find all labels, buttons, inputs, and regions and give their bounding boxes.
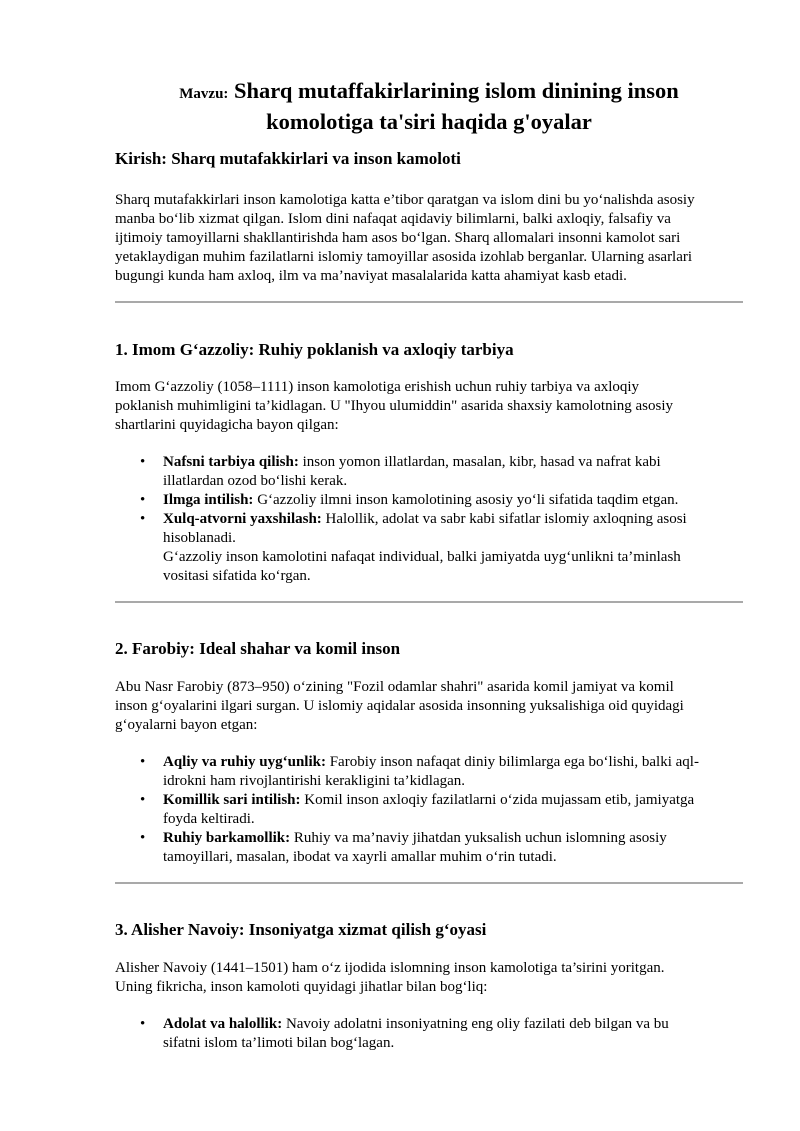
list-item-term: Aqliy va ruhiy uyg‘unlik: [163, 754, 326, 770]
bullet-icon: • [140, 754, 146, 770]
paragraph-line: Uning fikricha, inson kamoloti quyidagi jihatlar bilan bog‘liq: [115, 979, 488, 995]
list-item-term: Komillik sari intilish: [163, 792, 301, 808]
paragraph-line: shartlarini quyidagicha bayon qilgan: [115, 417, 339, 433]
section-1-heading: 1. Imom G‘azzoliy: Ruhiy poklanish va axloqiy tarbiya [115, 340, 514, 359]
section-divider [115, 601, 743, 603]
intro-paragraph [115, 191, 743, 286]
paragraph-line: Sharq mutafakkirlari inson kamolotiga katta e’tibor qaratgan va islom dini bu yo‘nalishda asosiy [115, 192, 695, 208]
list-item [115, 1015, 743, 1053]
paragraph-line: Alisher Navoiy (1441–1501) ham o‘z ijodida islomning inson kamolotiga ta’sirini yoritgan. [115, 960, 665, 976]
list-item [115, 510, 743, 586]
list-item [115, 453, 743, 491]
section-3-list [115, 1015, 743, 1053]
title-line-1: Sharq mutaffakirlarining islom dinining inson [234, 78, 679, 103]
list-item-text: idrokni ham rivojlantirishi kerakligini ta’kidlagan. [163, 773, 466, 789]
list-item-text: inson yomon illatlardan, masalan, kibr, hasad va nafrat kabi [298, 454, 661, 470]
section-divider [115, 882, 743, 884]
list-item-text: hisoblanadi. [163, 530, 236, 546]
paragraph-line: ijtimoiy tamoyillarni shakllantirishda ham asos bo‘lgan. Sharq allomalari insonni kamolot sari [115, 230, 681, 246]
title-prefix: Mavzu: [179, 86, 229, 102]
list-item [115, 491, 743, 510]
paragraph-line: Abu Nasr Farobiy (873–950) o‘zining "Fozil odamlar shahri" asarida komil jamiyat va komil [115, 679, 674, 695]
paragraph-line: inson g‘oyalarini ilgari surgan. U islomiy aqidalar asosida insonning yuksalishiga oid quyidagi [115, 698, 684, 714]
paragraph-line: g‘oyalarni bayon etgan: [115, 717, 258, 733]
paragraph-line: poklanish muhimligini ta’kidlagan. U "Ihyou ulumiddin" asarida shaxsiy kamolotning asosiy [115, 398, 674, 414]
list-item-text: G‘azzoliy inson kamolotini nafaqat individual, balki jamiyatda uyg‘unlikni ta’minlash [163, 549, 681, 565]
section-3-heading: 3. Alisher Navoiy: Insoniyatga xizmat qilish g‘oyasi [115, 920, 487, 939]
list-item-text: illatlardan ozod bo‘lishi kerak. [163, 473, 348, 489]
bullet-icon: • [140, 454, 146, 470]
list-item-term: Ruhiy barkamollik: [163, 830, 291, 846]
section-1-list [115, 453, 743, 586]
section-1-paragraph [115, 378, 743, 435]
bullet-icon: • [140, 1016, 146, 1032]
list-item-text: foyda keltiradi. [163, 811, 255, 827]
section-2-heading: 2. Farobiy: Ideal shahar va komil inson [115, 639, 401, 658]
list-item-text: G‘azzoliy ilmni inson kamolotining asosiy yo‘li sifatida taqdim etgan. [253, 492, 679, 508]
intro-heading: Kirish: Sharq mutafakkirlari va inson kamoloti [115, 149, 461, 168]
list-item-text: Komil inson axloqiy fazilatlarni o‘zida mujassam etib, jamiyatga [300, 792, 695, 808]
bullet-icon: • [140, 830, 146, 846]
list-item-text: sifatni islom ta’limoti bilan bog‘lagan. [163, 1035, 395, 1051]
list-item-text: vositasi sifatida ko‘rgan. [163, 568, 311, 584]
paragraph-line: Imom G‘azzoliy (1058–1111) inson kamolotiga erishish uchun ruhiy tarbiya va axloqiy [115, 379, 640, 395]
list-item-text: Navoiy adolatni insoniyatning eng oliy fazilati deb bilgan va bu [282, 1016, 669, 1032]
list-item [115, 829, 743, 867]
list-item-text: Farobiy inson nafaqat diniy bilimlarga ega bo‘lishi, balki aql- [325, 754, 699, 770]
list-item [115, 791, 743, 829]
paragraph-line: bugungi kunda ham axloq, ilm va ma’naviyat masalalarida katta ahamiyat kasb etadi. [115, 268, 627, 284]
list-item-text: Ruhiy va ma’naviy jihatdan yuksalish uchun islomning asosiy [290, 830, 667, 846]
title-line-2: komolotiga ta'siri haqida g'oyalar [266, 109, 592, 134]
list-item-term: Adolat va halollik: [163, 1016, 283, 1032]
paragraph-line: manba bo‘lib xizmat qilgan. Islom dini nafaqat aqidaviy bilimlarni, balki axloqiy, falsafiy va [115, 211, 671, 227]
list-item [115, 753, 743, 791]
bullet-icon: • [140, 511, 146, 527]
section-3-paragraph [115, 959, 743, 997]
section-2-list [115, 753, 743, 867]
section-2-paragraph [115, 678, 743, 735]
list-item-text: Halollik, adolat va sabr kabi sifatlar islomiy axloqning asosi [321, 511, 687, 527]
document-title [115, 77, 743, 135]
list-item-term: Nafsni tarbiya qilish: [163, 454, 299, 470]
paragraph-line: yetaklaydigan muhim fazilatlarni islomiy tamoyillar asosida izohlab berganlar. Ularning asarlari [115, 249, 693, 265]
bullet-icon: • [140, 792, 146, 808]
list-item-term: Xulq-atvorni yaxshilash: [163, 511, 322, 527]
list-item-term: Ilmga intilish: [163, 492, 254, 508]
section-divider [115, 301, 743, 303]
bullet-icon: • [140, 492, 146, 508]
list-item-text: tamoyillari, masalan, ibodat va xayrli amallar muhim o‘rin tutadi. [163, 849, 557, 865]
